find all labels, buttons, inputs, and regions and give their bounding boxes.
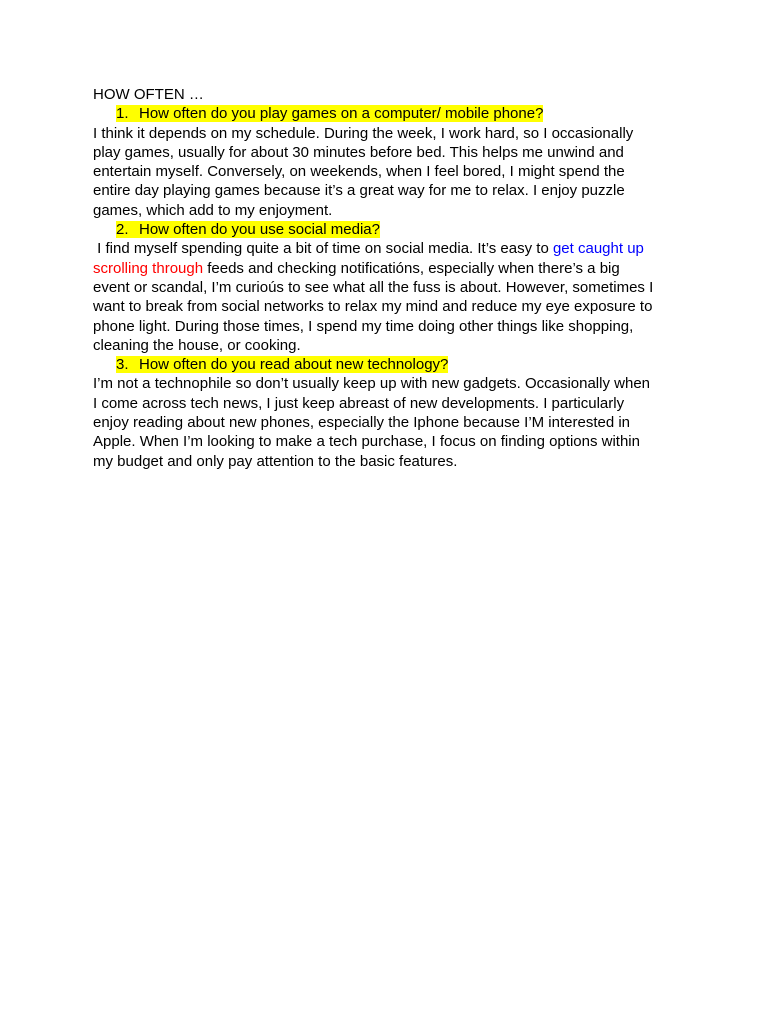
question-text: How often do you read about new technology? bbox=[139, 356, 449, 374]
answer-line: enjoy reading about new phones, especially the Iphone because I’M interested in bbox=[93, 414, 631, 432]
answer-line: I come across tech news, I just keep abreast of new developments. I particularly bbox=[93, 394, 625, 412]
red-phrase: scrolling through bbox=[93, 259, 204, 277]
question-3 bbox=[93, 355, 675, 374]
answer-line: event or scandal, I’m curioús to see what all the fuss is about. However, sometimes I bbox=[93, 278, 654, 296]
answer-line: games, which add to my enjoyment. bbox=[93, 201, 333, 219]
question-number: 3. bbox=[116, 356, 129, 374]
answer-line: I’m not a technophile so don’t usually keep up with new gadgets. Occasionally when bbox=[93, 375, 650, 393]
answer-text: I find myself spending quite a bit of time on social media. It’s easy to bbox=[93, 240, 553, 258]
answer-line: entire day playing games because it’s a great way for me to relax. I enjoy puzzle bbox=[93, 182, 625, 200]
question-text: How often do you use social media? bbox=[139, 221, 380, 239]
question-1-highlight bbox=[116, 105, 543, 122]
answer-line: Apple. When I’m looking to make a tech purchase, I focus on finding options within bbox=[93, 433, 640, 451]
document-heading: HOW OFTEN … bbox=[93, 86, 204, 103]
answer-line: want to break from social networks to relax my mind and reduce my eye exposure to bbox=[93, 298, 653, 316]
answer-text: feeds and checking notificatións, especially when there’s a big bbox=[203, 259, 620, 277]
question-number: 2. bbox=[116, 221, 129, 239]
answer-line: cleaning the house, or cooking. bbox=[93, 336, 301, 354]
question-text: How often do you play games on a computer/ mobile phone? bbox=[139, 105, 544, 123]
answer-line: entertain myself. Conversely, on weekends, when I feel bored, I might spend the bbox=[93, 163, 625, 181]
answer-line: my budget and only pay attention to the basic features. bbox=[93, 452, 458, 470]
blue-phrase: get caught up bbox=[552, 240, 644, 258]
question-1 bbox=[93, 104, 675, 123]
section-3 bbox=[93, 355, 675, 471]
answer-line bbox=[93, 259, 675, 278]
section-1 bbox=[93, 104, 675, 220]
question-3-highlight bbox=[116, 356, 448, 373]
question-2-highlight bbox=[116, 221, 380, 238]
answer-line: phone light. During those times, I spend my time doing other things like shopping, bbox=[93, 317, 634, 335]
answer-line bbox=[93, 239, 675, 258]
question-number: 1. bbox=[116, 105, 129, 123]
section-2 bbox=[93, 220, 675, 355]
document-page bbox=[93, 85, 675, 471]
answer-line: play games, usually for about 30 minutes before bed. This helps me unwind and bbox=[93, 143, 624, 161]
question-2 bbox=[93, 220, 675, 239]
answer-line: I think it depends on my schedule. During the week, I work hard, so I occasionally bbox=[93, 124, 634, 142]
